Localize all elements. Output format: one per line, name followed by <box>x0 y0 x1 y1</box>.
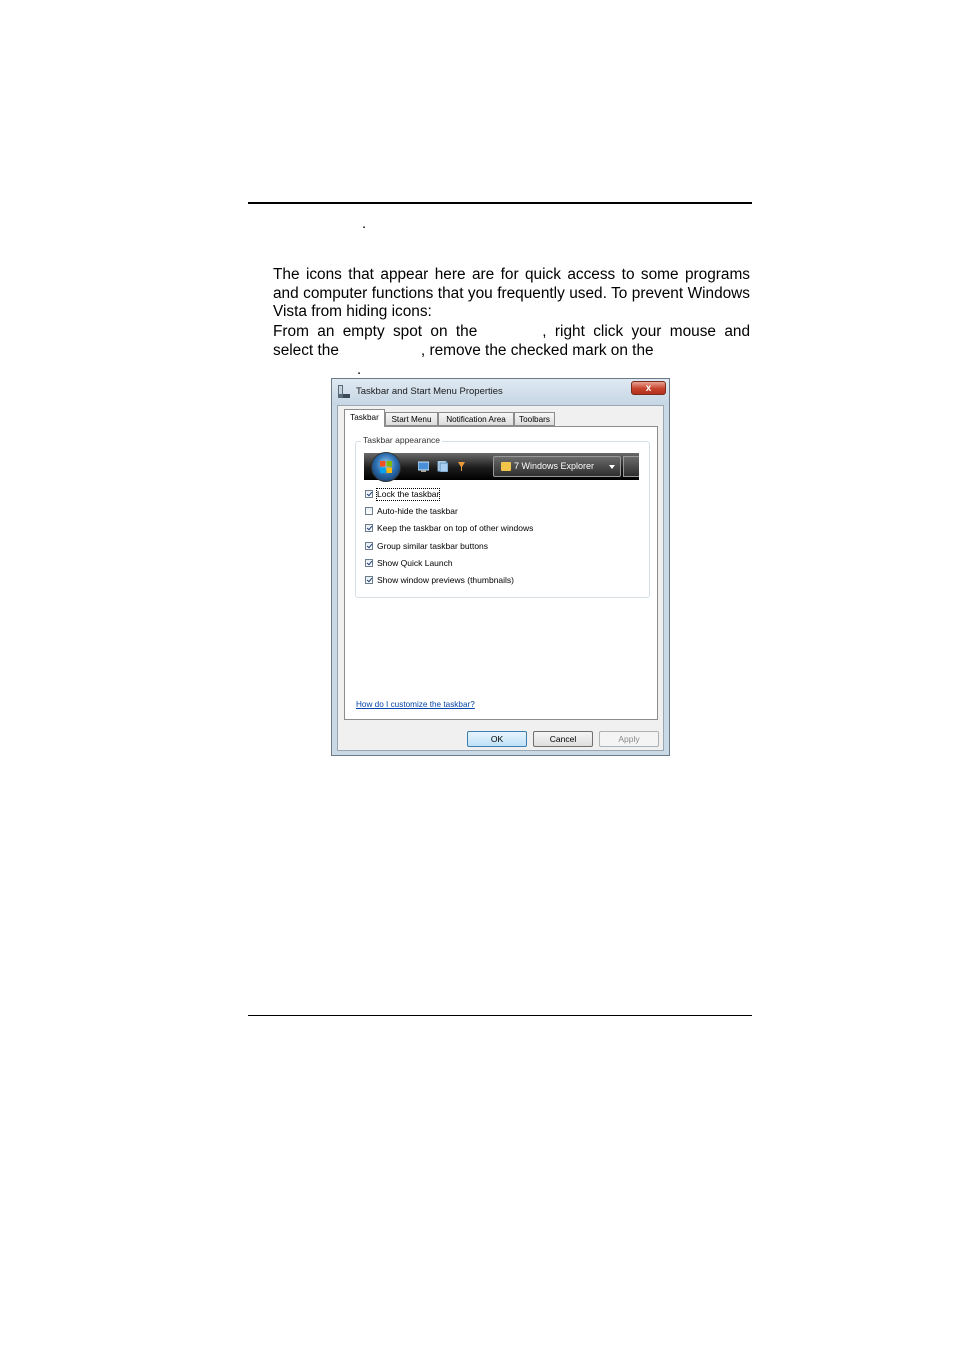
quick-launch-label: Show Quick Launch <box>377 558 453 568</box>
dialog-titlebar[interactable] <box>332 379 669 405</box>
folder-icon <box>501 462 511 471</box>
apply-button[interactable]: Apply <box>599 731 659 747</box>
keep-on-top-checkbox[interactable] <box>365 524 373 532</box>
lock-taskbar-checkbox[interactable] <box>365 490 373 498</box>
auto-hide-checkbox[interactable] <box>365 507 373 515</box>
tab-taskbar[interactable]: Taskbar <box>344 409 385 427</box>
instruction-end-dot: . <box>357 361 362 378</box>
dialog-title: Taskbar and Start Menu Properties <box>356 386 503 397</box>
group-buttons-label: Group similar taskbar buttons <box>377 541 489 551</box>
dialog-body <box>337 405 664 751</box>
instruction-part-3: , remove the checked mark on the <box>420 341 654 359</box>
group-buttons-checkbox[interactable] <box>365 542 373 550</box>
quick-launch-checkbox[interactable] <box>365 559 373 567</box>
start-orb-icon <box>371 452 401 482</box>
help-link[interactable]: How do I customize the taskbar? <box>356 700 475 709</box>
intro-paragraph: The icons that appear here are for quick access to some programs and computer functions that you frequently used. To prevent Windows Vista from hiding icons: <box>273 266 750 320</box>
taskbar-properties-icon <box>338 385 350 398</box>
footer-rule <box>248 1015 752 1016</box>
cancel-button[interactable]: Cancel <box>533 731 593 747</box>
dropdown-arrow-icon <box>609 465 615 469</box>
instruction-part-1: From an empty spot on the <box>273 323 478 340</box>
close-button[interactable] <box>631 381 666 395</box>
window-previews-label: Show window previews (thumbnails) <box>377 575 515 585</box>
instruction-part-2: , right click your mouse and select the <box>273 323 750 359</box>
window-previews-checkbox[interactable] <box>365 576 373 584</box>
ok-button[interactable]: OK <box>467 731 527 747</box>
explorer-button-label: 7 Windows Explorer <box>514 461 595 471</box>
tab-toolbars[interactable]: Toolbars <box>514 412 555 426</box>
group-title: Taskbar appearance <box>363 435 441 445</box>
switch-windows-icon <box>437 461 448 472</box>
taskbar-appearance-group <box>355 435 650 598</box>
keep-on-top-label: Keep the taskbar on top of other windows <box>377 523 534 533</box>
auto-hide-label: Auto-hide the taskbar <box>377 506 458 516</box>
media-player-icon <box>456 461 467 472</box>
taskbar-properties-dialog <box>331 378 670 756</box>
tab-notification-area[interactable]: Notification Area <box>438 412 514 426</box>
header-rule <box>248 202 752 204</box>
tab-start-menu[interactable]: Start Menu <box>385 412 438 426</box>
windows-flag-icon <box>380 461 392 473</box>
next-taskbar-button <box>623 456 639 477</box>
close-icon: x <box>645 383 652 394</box>
instruction-paragraph <box>273 323 750 360</box>
windows-explorer-taskbar-button <box>493 456 621 477</box>
heading-dot: . <box>362 215 367 232</box>
lock-taskbar-label: Lock the taskbar <box>377 489 440 499</box>
taskbar-tab-page <box>344 426 658 720</box>
show-desktop-icon <box>418 461 429 472</box>
taskbar-preview-image <box>364 453 639 480</box>
